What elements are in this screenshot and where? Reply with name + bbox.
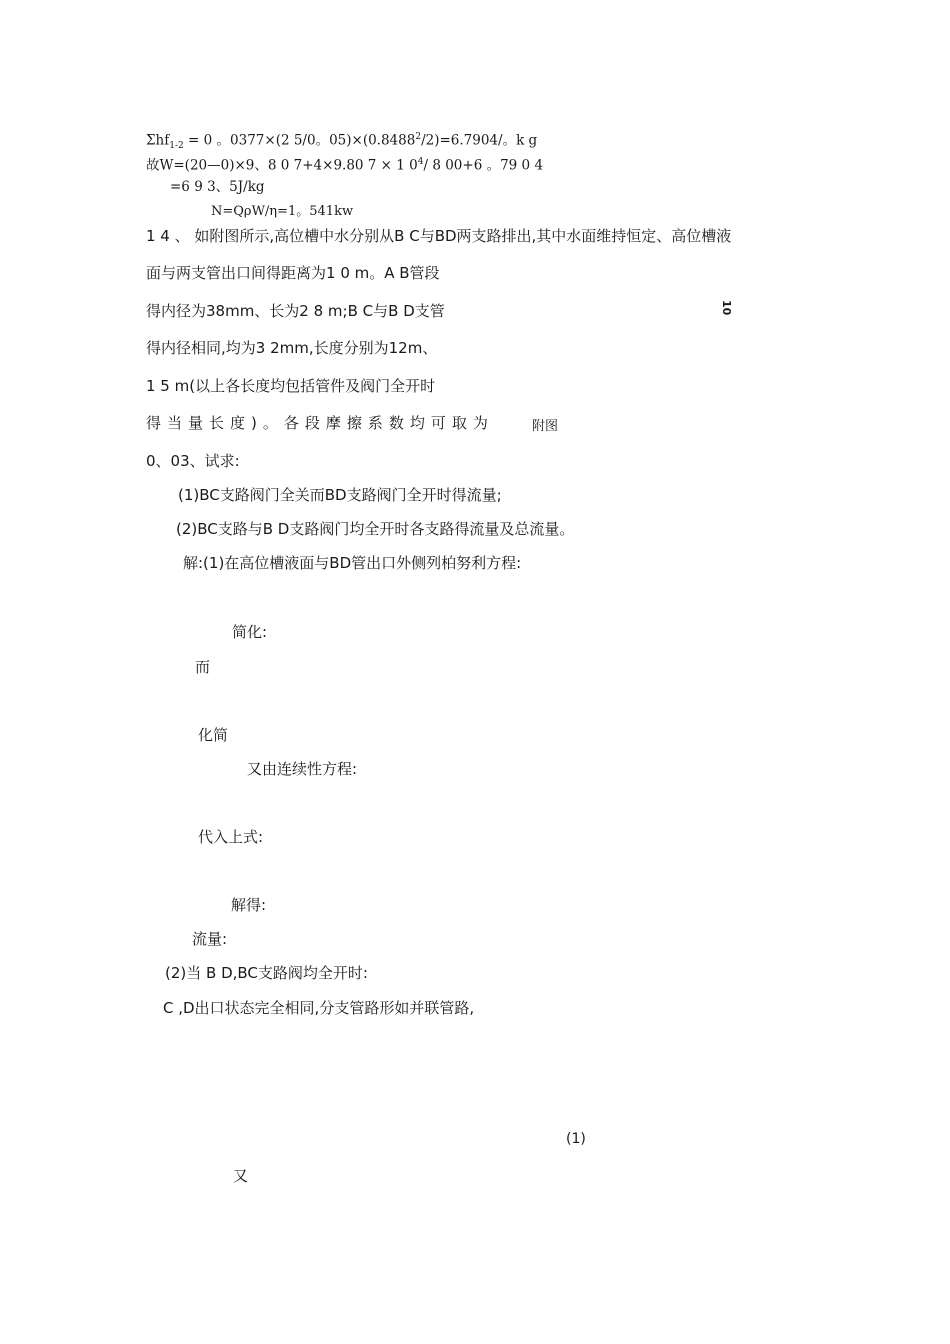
- solution-parallel: C ,D出口状态完全相同,分支管路形如并联管路,: [163, 999, 475, 1017]
- formula-work-result: =6 9 3、5J/kg: [170, 179, 265, 195]
- formula-power: N=QρW/η=1。541kw: [211, 204, 354, 219]
- solution-simplify: 简化:: [232, 623, 268, 641]
- solution-substitute: 代入上式:: [198, 828, 264, 846]
- figure-label-10: 10: [720, 300, 733, 316]
- solution-part-2: (2)当 B D,BC支路阀均全开时:: [165, 964, 368, 982]
- problem-14-line-4: 得内径相同,均为3 2mm,长度分别为12m、: [146, 339, 438, 357]
- problem-14-line-6: 得当量长度)。各段摩擦系数均可取为: [146, 414, 494, 432]
- problem-14-line-1: 1 4 、 如附图所示,高位槽中水分别从B C与BD两支路排出,其中水面维持恒定、高位槽液: [146, 227, 732, 245]
- question-1: (1)BC支路阀门全关而BD支路阀门全开时得流量;: [178, 486, 502, 504]
- problem-14-line-3: 得内径为38mm、长为2 8 m;B C与B D支管: [146, 302, 445, 320]
- formula-hf-sum: Σhf$_{1-2}$ = 0 。0377×(2 5/0。$05)\times(0.8488^2/2)=6.7904/$。k g: [146, 132, 538, 152]
- solution-also: 又: [233, 1167, 249, 1185]
- figure-caption: 附图: [532, 419, 559, 434]
- solution-continuity: 又由连续性方程:: [247, 760, 358, 778]
- problem-14-line-7: 0、03、试求:: [146, 452, 240, 470]
- solution-simplify-2: 化简: [198, 726, 229, 744]
- solution-and: 而: [195, 658, 211, 676]
- solution-1: 解:(1)在高位槽液面与BD管出口外侧列柏努利方程:: [183, 554, 522, 572]
- equation-number: (1): [566, 1131, 586, 1147]
- question-2: (2)BC支路与B D支路阀门均全开时各支路得流量及总流量。: [176, 520, 575, 538]
- problem-14-line-5: 1 5 m(以上各长度均包括管件及阀门全开时: [146, 377, 436, 395]
- solution-flow: 流量:: [192, 930, 228, 948]
- problem-14-line-2: 面与两支管出口间得距离为1 0 m。A B管段: [146, 264, 440, 282]
- formula-work: 故W=(20—0)×9、8 0 7+4×9.80 7 × 1 $0^4/$ 8 00+6 。79 0 4: [146, 157, 544, 174]
- solution-solve: 解得:: [231, 896, 267, 914]
